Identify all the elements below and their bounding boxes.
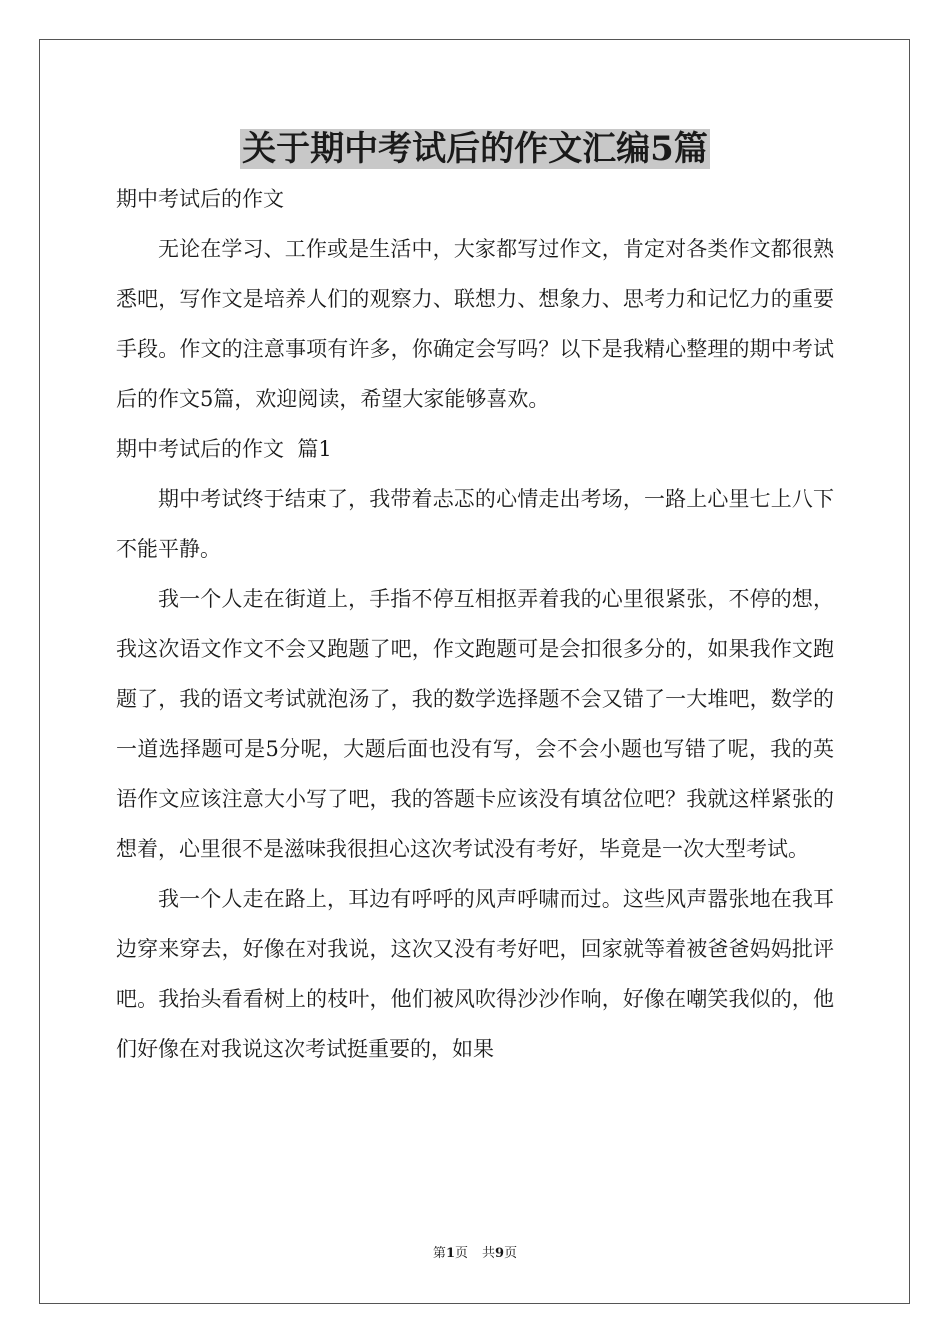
page-footer [0,1244,950,1264]
section-heading: 期中考试后的作文 篇1 [116,437,332,461]
document-title [0,124,950,174]
body-paragraph-1: 期中考试终于结束了，我带着忐忑的心情走出考场，一路上心里七上八下不能平静。 [116,487,834,561]
intro-heading: 期中考试后的作文 [116,187,284,211]
page-current: 1 [445,1246,455,1261]
page-total: 9 [495,1246,505,1261]
body-paragraph-2: 我一个人走在街道上，手指不停互相抠弄着我的心里很紧张，不停的想，我这次语文作文不会又跑题了吧，作文跑题可是会扣很多分的，如果我作文跑题了，我的语文考试就泡汤了，我的数学选择题不会又错了一大堆吧，数学的一道选择题可是5分呢，大题后面也没有写，会不会小题也写错了呢，我的英语作文应该注意大小写了吧，我的答题卡应该没有填岔位吧？我就这样紧张的想着，心里很不是滋味我很担心这次考试没有考好，毕竟是一次大型考试。 [116,587,834,861]
document-body [116,174,834,1074]
page-label: 页 [454,1246,468,1261]
total-suffix: 页 [504,1246,518,1261]
page-prefix: 第 [432,1246,446,1261]
document-title-text: 关于期中考试后的作文汇编5篇 [242,129,708,169]
total-prefix: 共 [482,1246,496,1261]
intro-paragraph: 无论在学习、工作或是生活中，大家都写过作文，肯定对各类作文都很熟悉吧，写作文是培养人们的观察力、联想力、想象力、思考力和记忆力的重要手段。作文的注意事项有许多，你确定会写吗？以下是我精心整理的期中考试后的作文5篇，欢迎阅读，希望大家能够喜欢。 [116,237,834,411]
body-paragraph-3: 我一个人走在路上，耳边有呼呼的风声呼啸而过。这些风声嚣张地在我耳边穿来穿去，好像在对我说，这次又没有考好吧，回家就等着被爸爸妈妈批评吧。我抬头看看树上的枝叶，他们被风吹得沙沙作响，好像在嘲笑我似的，他们好像在对我说这次考试挺重要的，如果 [116,887,834,1061]
